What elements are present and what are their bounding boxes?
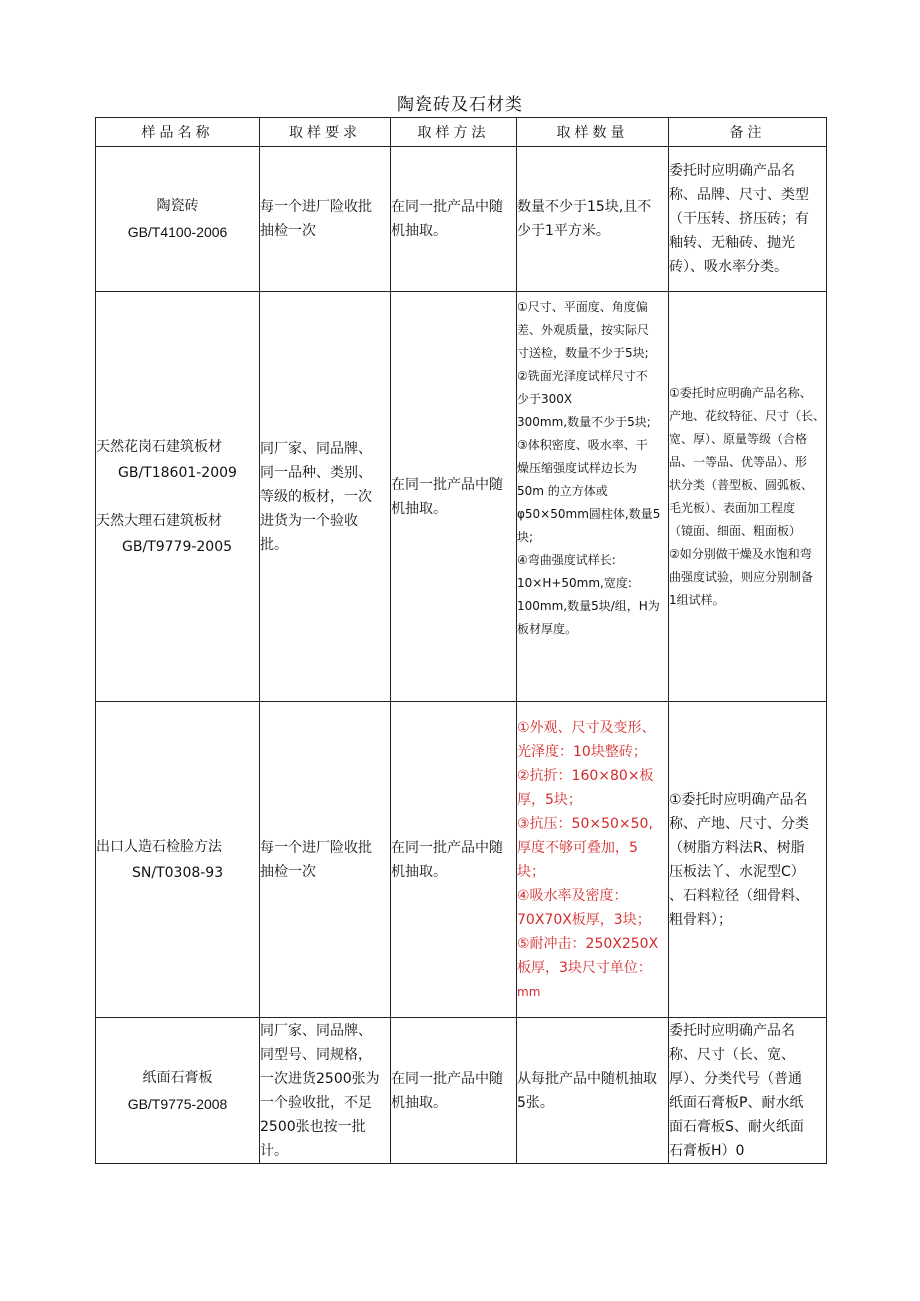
quantity-text: 少于300X [517, 392, 573, 406]
sample-name: 出口人造石检脸方法 [96, 838, 222, 855]
remark-text: 石膏板H）0 [669, 1142, 745, 1159]
requirement-cell [260, 147, 391, 292]
remark-cell [669, 147, 827, 292]
quantity-text: 厚，5块； [517, 791, 582, 808]
quantity-text: ①外观、尺寸及变形、 [517, 719, 656, 736]
quantity-text: 寸送检，数量不少于5块; [517, 346, 649, 360]
requirement-text: 抽检一次 [260, 863, 316, 880]
requirement-text: 进货为一个验收 [260, 512, 358, 529]
method-text: 在同一批产品中随 [391, 1070, 503, 1087]
method-cell [391, 292, 517, 702]
method-text: 在同一批产品中随 [391, 199, 503, 215]
requirement-text: 2500张也按一批 [260, 1118, 366, 1135]
remark-text: （镜面、细面、粗面板） [669, 523, 802, 538]
method-text: 在同一批产品中随 [391, 839, 503, 856]
remark-cell [669, 292, 827, 702]
quantity-cell [517, 292, 669, 702]
quantity-text: ③体积密度、吸水率、干 [517, 438, 648, 452]
requirement-cell [260, 1018, 391, 1164]
quantity-text: ④弯曲强度试样长: [517, 553, 616, 567]
remark-text: 品、一等品、优等品）、形 [669, 454, 808, 469]
remark-text: 厚）、分类代号（普通 [669, 1070, 802, 1087]
requirement-text: 计。 [260, 1142, 288, 1159]
standard-code: SN/T0308-93 [132, 864, 224, 881]
method-text: 机抽取。 [391, 223, 447, 239]
remark-cell [669, 702, 827, 1018]
method-cell [391, 147, 517, 292]
method-cell [391, 1018, 517, 1164]
quantity-text: ①尺寸、平面度、角度偏 [517, 300, 648, 314]
table-row [96, 292, 827, 702]
header-remark: 备注 [669, 118, 827, 147]
remark-text: 称、产地、尺寸、分类 [669, 815, 809, 832]
remark-text: ①委托时应明确产品名 [669, 791, 808, 808]
table-row [96, 147, 827, 292]
remark-text: （树脂方料法R、树脂 [669, 839, 805, 856]
standard-code: GB/T9779-2005 [122, 538, 233, 555]
method-text: 机抽取。 [391, 1094, 447, 1111]
standard-code: GB/T4100-2006 [127, 224, 228, 240]
header-quantity: 取样数量 [517, 118, 669, 147]
remark-text: 毛光板）、表面加工程度 [669, 500, 796, 515]
remark-text: 压板法丫、水泥型C） [669, 863, 805, 880]
quantity-text: ④吸水率及密度： [517, 887, 628, 904]
remark-text: 状分类（普型板、圆弧板、 [669, 477, 814, 492]
requirement-cell [260, 702, 391, 1018]
requirement-text: 同厂家、同品牌、 [260, 440, 372, 457]
header-sample-name: 样品名称 [96, 118, 260, 147]
quantity-text: 数量不少于15块,且不 [517, 199, 652, 215]
quantity-text: 块; [517, 530, 534, 544]
remark-text: 1组试样。 [669, 592, 725, 607]
quantity-cell [517, 1018, 669, 1164]
requirement-text: 批。 [260, 536, 288, 553]
remark-text: 产地、花纹特征、尺寸（长、 [669, 408, 826, 423]
quantity-text: 10×H+50mm,宽度: [517, 576, 632, 590]
standard-code: GB/T18601-2009 [118, 464, 237, 481]
remark-text: ①委托时应明确产品名称、 [669, 385, 812, 400]
remark-text: 宽、厚）、原量等级（合格 [669, 431, 808, 446]
quantity-text: 块； [517, 863, 545, 880]
page-title: 陶瓷砖及石材类 [397, 95, 523, 115]
sample-name: 天然花岗石建筑板材 [96, 438, 222, 455]
quantity-text: φ50×50mm圆柱体,数量5 [517, 507, 661, 521]
quantity-text: 70X70X板厚，3块； [517, 911, 651, 928]
method-text: 机抽取。 [391, 500, 447, 517]
sample-name: 陶瓷砖 [156, 198, 199, 214]
remark-text: 面石膏板S、耐火纸面 [669, 1118, 804, 1135]
table-row [96, 1018, 827, 1164]
quantity-text: 5张。 [517, 1094, 554, 1111]
quantity-text: ⑤耐冲击：250X250X [517, 935, 659, 952]
quantity-text: 光泽度：10块整砖； [517, 743, 647, 760]
quantity-text: 300mm,数量不少于5块; [517, 415, 651, 429]
quantity-text: 板材厚度。 [517, 622, 578, 636]
table-row [96, 702, 827, 1018]
remark-text: 称、尺寸（长、宽、 [669, 1046, 795, 1063]
method-text: 机抽取。 [391, 863, 447, 880]
header-method: 取样方法 [391, 118, 517, 147]
quantity-text: 100mm,数量5块/组，H为 [517, 599, 660, 613]
header-requirement: 取样要求 [260, 118, 391, 147]
sample-name-cell [96, 702, 260, 1018]
method-text: 在同一批产品中随 [391, 476, 503, 493]
sample-name-cell [96, 147, 260, 292]
quantity-text: ③抗压：50×50×50, [517, 815, 653, 832]
remark-cell [669, 1018, 827, 1164]
quantity-text: 少于1平方米。 [517, 223, 610, 239]
requirement-text: 一次进货2500张为 [260, 1070, 380, 1087]
sample-name-cell [96, 1018, 260, 1164]
quantity-cell [517, 702, 669, 1018]
remark-text: 釉转、无釉砖、抛光 [669, 235, 795, 251]
sampling-table [95, 117, 827, 1164]
requirement-text: 每一个进厂险收批 [260, 199, 372, 215]
remark-text: ②如分别做干燥及水饱和弯 [669, 546, 812, 561]
remark-text: 曲强度试验，则应分别制备 [669, 569, 814, 584]
quantity-text: 板厚，3块尺寸单位： [517, 959, 652, 976]
remark-text: 委托时应明确产品名 [669, 163, 795, 179]
quantity-text: mm [517, 984, 541, 999]
remark-text: 纸面石膏板P、耐水纸 [669, 1094, 804, 1111]
remark-text: 粗骨料）； [669, 911, 732, 928]
standard-code: GB/T9775-2008 [127, 1095, 228, 1112]
requirement-text: 同型号、同规格， [260, 1046, 372, 1063]
header-row [96, 118, 827, 147]
requirement-text: 抽检一次 [260, 223, 316, 239]
quantity-text: 差、外观质量，按实际尺 [517, 323, 650, 337]
requirement-text: 一个验收批，不足 [260, 1094, 372, 1111]
quantity-text: 从每批产品中随机抽取 [517, 1070, 657, 1087]
sample-name: 纸面石膏板 [142, 1069, 213, 1086]
quantity-text: 厚度不够可叠加，5 [517, 839, 638, 856]
remark-text: 砖）、吸水率分类。 [669, 259, 788, 275]
remark-text: 委托时应明确产品名 [669, 1022, 795, 1039]
quantity-text: ②铣面光泽度试样尺寸不 [517, 369, 648, 383]
requirement-cell [260, 292, 391, 702]
remark-text: 、石料粒径（细骨料、 [669, 887, 809, 904]
remark-text: 称、品牌、尺寸、类型 [669, 187, 809, 203]
requirement-text: 同厂家、同品牌、 [260, 1022, 372, 1039]
quantity-text: 燥压缩强度试样边长为 [517, 461, 638, 475]
sample-name-cell [96, 292, 260, 702]
sample-name: 天然大理石建筑板材 [96, 512, 222, 529]
requirement-text: 同一品种、类别、 [260, 464, 372, 481]
remark-text: （干压转、挤压砖；有 [669, 211, 809, 227]
quantity-text: 50m 的立方体或 [517, 484, 608, 498]
requirement-text: 等级的板材，一次 [260, 488, 372, 505]
quantity-text: ②抗折：160×80×板 [517, 767, 654, 784]
requirement-text: 每一个进厂险收批 [260, 839, 372, 856]
method-cell [391, 702, 517, 1018]
quantity-cell [517, 147, 669, 292]
